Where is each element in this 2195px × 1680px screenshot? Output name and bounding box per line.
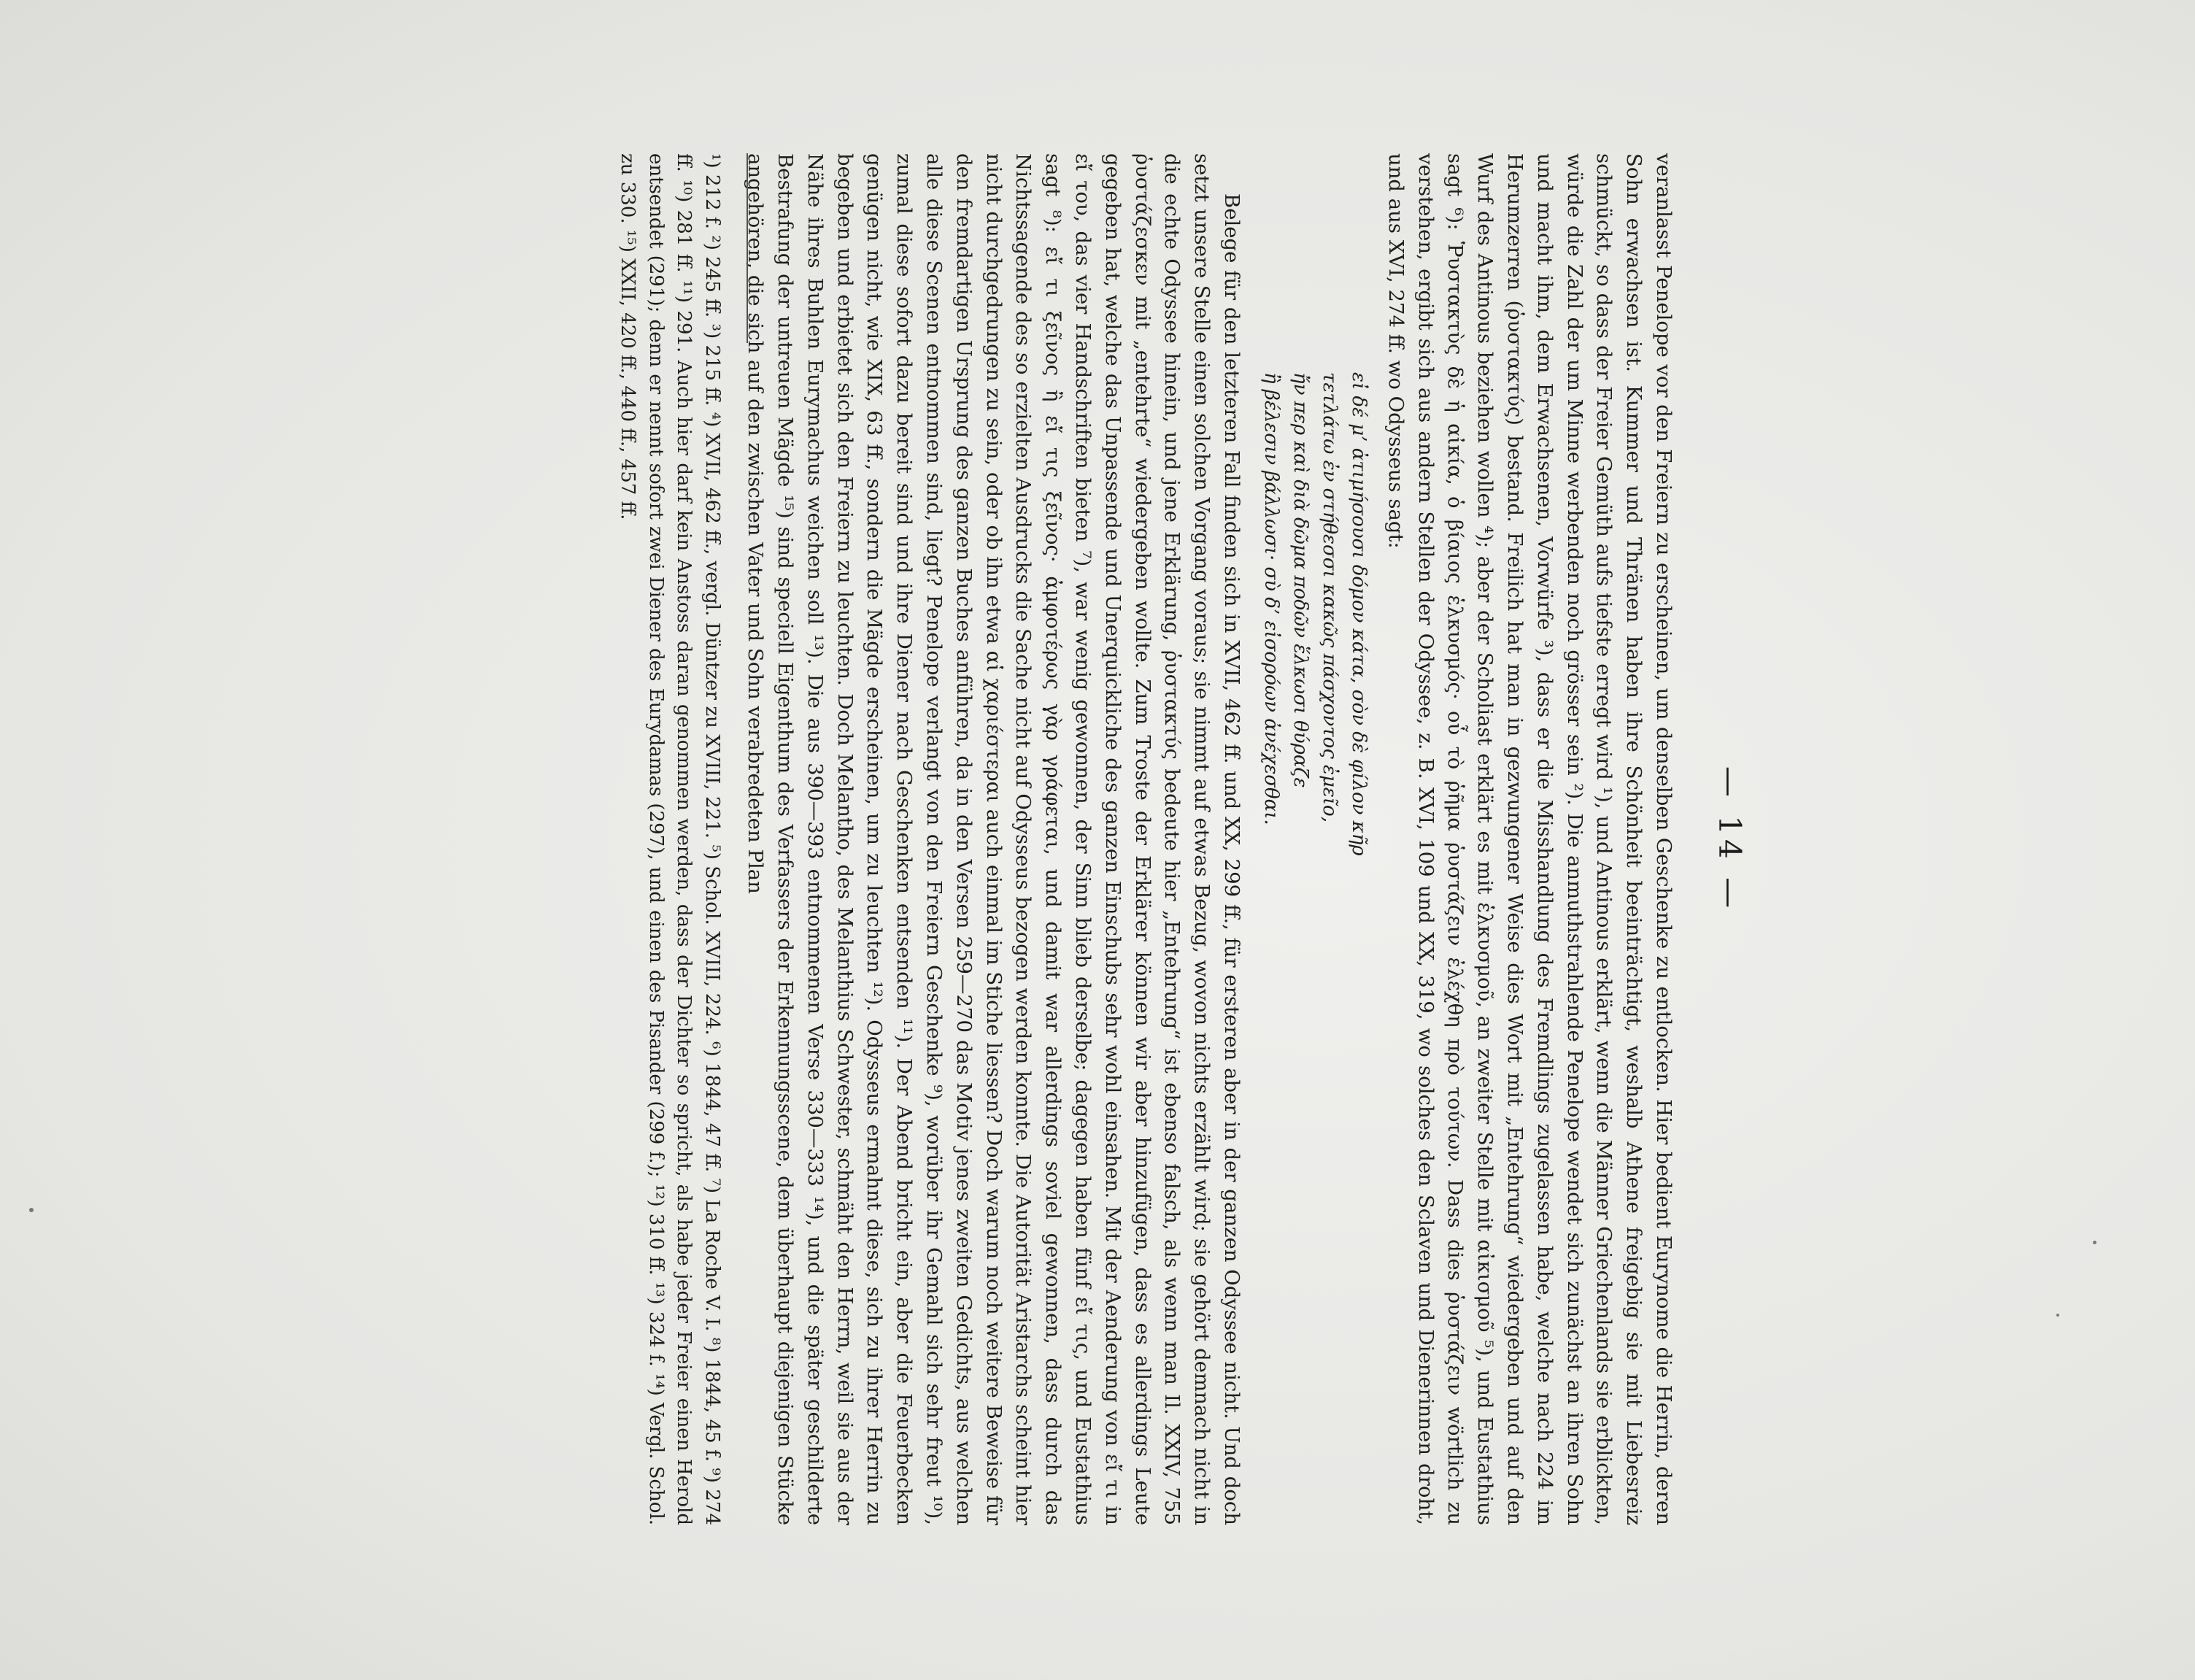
scan-speck — [2093, 1241, 2096, 1244]
quote-line: τετλάτω ἐν στήθεσσι κακῶς πάσχοντος ἐμεῖο, — [1319, 372, 1341, 822]
footnote-block: ¹) 212 f. ²) 245 ff. ³) 215 ff. ⁴) XVII, 462 ff., vergl. Düntzer zu XVIII, 221. ⁵) Schol. XVIII, 224. ⁶) 1844, 47 ff. ⁷) La Roche V. I. ⁸) 1844, 45 f. ⁹) 274 ff. ¹⁰) 281 ff. ¹¹) 291. Auch hier darf kein Anstoss daran genommen werden, dass der Dichter so spricht, als habe jeder Freier einen Herold entsendet (291); denn er nennt sofort zwei Diener des Eurydamas (297), und einen des Pisander (299 f.); ¹²) 310 ff. ¹³) 324 f. ¹⁴) Vergl. Schol. zu 330. ¹⁵) XXII, 420 ff., 440 ff., 457 ff. — [617, 153, 723, 1525]
paragraph-2: Belege für den letzteren Fall finden sich in XVII, 462 ff. und XX, 299 ff., für ersteren aber in der ganzen Odyssee nicht. Und doch setzt unsere Stelle einen solchen Vorgang voraus; sie nimmt auf etwas Bezug, wovon nichts erzählt wird; sie gehört demnach nicht in die echte Odyssee hinein, und jene Erklärung, ῥυστακτύς bedeute hier „Entehrung“ ist ebenso falsch, als wenn man Il. XXIV, 755 ῥυστάζεσκεν mit „entehrte“ wiedergeben wollte. Zum Troste der Erklärer können wir aber hinzufügen, dass es allerdings Leute gegeben hat, welche das Unpassende und Unerquickliche des ganzen Einschubs sehr wohl einsahen. Mit der Aenderung von εἴ τι in εἴ του, das vier Handschriften bieten ⁷), war wenig gewonnen, der Sinn blieb derselbe; dagegen haben fünf εἴ τις, und Eustathius sagt ⁸): εἴ τι ξεῖνος ἢ εἴ τις ξεῖνος· ἀμφοτέρως γὰρ γράφεται, und damit war allerdings soviel gewonnen, dass durch das Nichtssagende des so erzielten Ausdrucks die Sache nicht auf Odysseus bezogen werden konnte. Die Autorität Aristarchs scheint hier nicht durchgedrungen zu sein, oder ob ihn etwa αἱ χαριέστεραι auch einmal im Stiche liessen? Doch warum noch weitere Beweise für den fremdartigen Ursprung des ganzen Buches anführen, da in den Versen 259—270 das Motiv jenes zweiten Gedichts, aus welchen alle diese Scenen entnommen sind, liegt? Penelope verlangt von den Freiern Geschenke ⁹), worüber ihr Gemahl sich sehr freut ¹⁰), zumal diese sofort dazu bereit sind und ihre Diener nach Geschenken entsenden ¹¹). Der Abend bricht ein, aber die Feuerbecken genügen nicht, wie XIX, 63 ff., sondern die Mägde erscheinen, um zu leuchten ¹²). Odysseus ermahnt diese, sich zu ihrer Herrin zu begeben und erbietet sich den Freiern zu leuchten. Doch Melantho, des Melanthius Schwester, schmäht den Herrn, weil sie aus der Nähe ihres Buhlen Eurymachus weichen soll ¹³). Die aus 390—393 entnommenen Verse 330—333 ¹⁴), und die später geschilderte Bestrafung der untreuen Mägde ¹⁵) sind speciell Eigenthum des Verfassers der Erkennungsscene, dem überhaupt diejenigen Stücke angehören, die sich auf den zwischen Vater und Sohn verabredeten Plan — [744, 153, 1244, 1525]
page-number: — 14 — — [1712, 766, 1748, 913]
main-text — [740, 153, 1678, 1525]
quote-line: ἢ βέλεσιν βάλλωσι· σὺ δ’ εἰσορόων ἀνέχεσθαι. — [1260, 372, 1283, 825]
greek-quotation — [1257, 372, 1373, 1525]
book-page — [485, 146, 1748, 1533]
quote-line: εἰ δέ μ’ ἀτιμήσουσι δόμον κάτα, σὸν δὲ φίλον κῆρ — [1348, 372, 1370, 856]
scan-speck — [29, 1208, 34, 1212]
paragraph-1: veranlasst Penelope vor den Freiern zu erscheinen, um denselben Geschenke zu entlocken. Hier bedient Eurynome die Herrin, deren Sohn erwachsen ist. Kummer und Thränen haben ihre Schönheit beeinträchtigt, weshalb Athene freigebig sie mit Liebesreiz schmückt, so dass der Freier Gemüth aufs tiefste erregt wird ¹), und Antinous erklärt, wenn die Männer Griechenlands sie erblickten, würde die Zahl der um Minne werbenden noch grösser sein ²). Die anmuthstrahlende Penelope wendet sich zunächst an ihren Sohn und macht ihm, dem Erwachsenen, Vorwürfe ³), dass er die Misshandlung des Fremdlings zugelassen habe, welche nach 224 im Herumzerren (ῥυστακτύς) bestand. Freilich hat man in gezwungener Weise dies Wort mit „Entehrung“ wiedergeben und auf den Wurf des Antinous beziehen wollen ⁴); aber der Scholiast erklärt es mit ἑλκυσμοῦ, an zweiter Stelle mit αἰκισμοῦ ⁵), und Eustathius sagt ⁶): Ῥυστακτὺς δὲ ἡ αἰκία, ὁ βίαιος ἑλκυσμός· οὗ τὸ ῥῆμα ῥυστάζειν ἐλέχθη πρὸ τούτων. Dass dies ῥυστάζειν wörtlich zu verstehen, ergibt sich aus andern Stellen der Odyssee, z. B. XVI, 109 und XX, 319, wo solches den Sclaven und Dienerinnen droht, und aus XVI, 274 ff. wo Odysseus sagt: — [1384, 153, 1675, 1525]
footnotes — [614, 153, 726, 1525]
quote-line: ἤν περ καὶ διὰ δῶμα ποδῶν ἕλκωσι θύραζε — [1289, 372, 1312, 788]
footnote-separator — [747, 153, 748, 343]
scan-speck — [2056, 1314, 2059, 1317]
